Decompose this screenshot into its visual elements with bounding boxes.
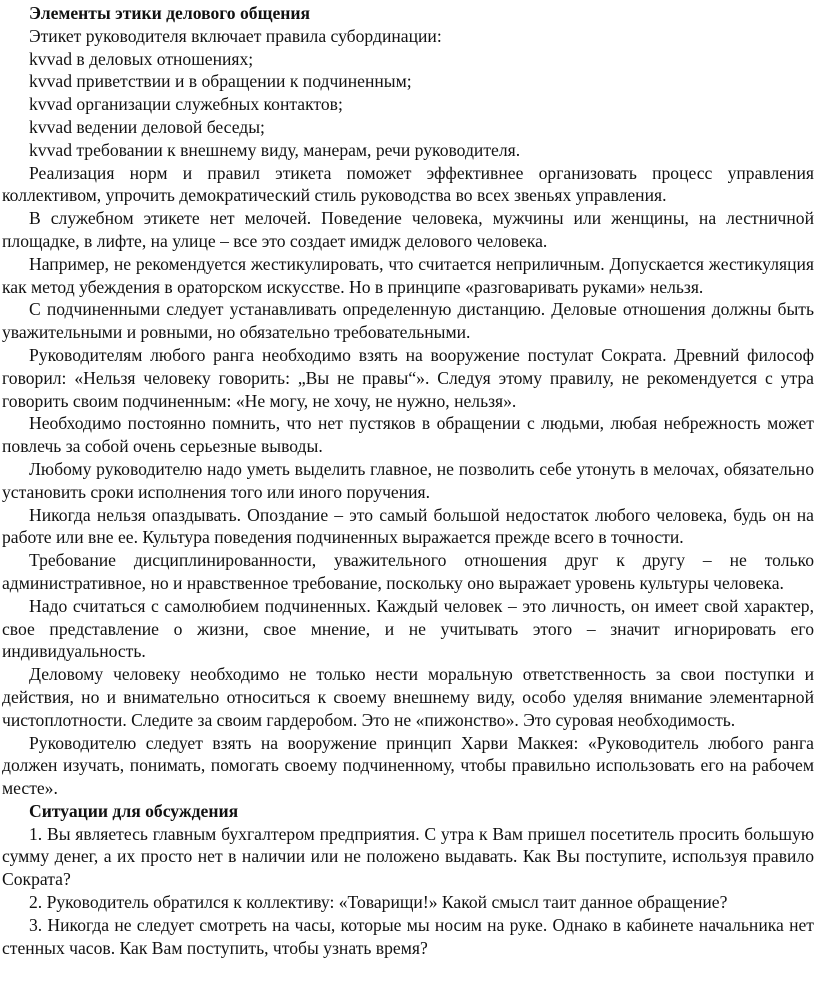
paragraph: Деловому человеку необходимо не только нести моральную ответственность за свои поступки и действия, но и внимательно относиться к своему внешнему виду, особо уделяя внимание элементарной чистоплотности. Следите за своим гардеробом. Это не «пижонство». Это суровая необходимость. (2, 664, 814, 730)
situation-item: 3. Никогда не следует смотреть на часы, которые мы носим на руке. Однако в кабинете начальника нет стенных часов. Как Вам поступить, чтобы узнать время? (2, 914, 814, 958)
paragraph: Руководителям любого ранга необходимо взять на вооружение постулат Сократа. Древний философ говорил: «Нельзя человеку говорить: „Вы не правы“». Следуя этому правилу, не рекомендуется с утра говорить своим подчиненным: «Не могу, не хочу, не нужно, нельзя». (2, 344, 814, 411)
paragraph: В служебном этикете нет мелочей. Поведение человека, мужчины или женщины, на лестничной площадке, в лифте, на улице – все это создает имидж делового человека. (2, 208, 814, 251)
paragraph: Никогда нельзя опаздывать. Опоздание – это самый большой недостаток любого человека, будь он на работе или вне ее. Культура поведения подчиненных выражается прежде всего в точности. (2, 504, 814, 548)
list-item: kvvad ведении деловой беседы; (29, 116, 265, 137)
list-item: kvvad в деловых отношениях; (29, 48, 254, 69)
paragraph: Надо считаться с самолюбием подчиненных. Каждый человек – это личность, он имеет свой характер, свое представление о жизни, свое мнение, и не учитывать этого – значит игнорировать его индивидуальность. (2, 595, 814, 662)
paragraph: Например, не рекомендуется жестикулировать, что считается неприличным. Допускается жестикуляция как метод убеждения в ораторском искусстве. Но в принципе «разговаривать руками» нельзя. (2, 253, 814, 297)
paragraph: Требование дисциплинированности, уважительного отношения друг к другу – не только административное, но и нравственное требование, поскольку оно выражает уровень культуры человека. (2, 550, 814, 593)
list-item: kvvad приветствии и в обращении к подчиненным; (29, 71, 412, 92)
paragraph: Руководителю следует взять на вооружение принцип Харви Маккея: «Руководитель любого ранга должен изучать, понимать, помогать своему подчиненному, чтобы правильно использовать его на рабочем месте». (2, 732, 814, 799)
paragraph: Любому руководителю надо уметь выделить главное, не позволить себе утонуть в мелочах, обязательно установить сроки исполнения того или иного поручения. (2, 458, 814, 502)
intro-text: Этикет руководителя включает правила субординации: (29, 25, 442, 46)
situations-heading: Ситуации для обсуждения (29, 800, 239, 821)
situation-item: 1. Вы являетесь главным бухгалтером предприятия. С утра к Вам пришел посетитель просить большую сумму денег, а их просто нет в наличии или не положено выдавать. Как Вы поступите, используя правило Сократа? (2, 823, 814, 890)
paragraph: Реализация норм и правил этикета поможет эффективнее организовать процесс управления коллективом, упрочить демократический стиль руководства во всех звеньях управления. (2, 162, 814, 206)
document-title: Элементы этики делового общения (29, 3, 311, 23)
list-item: kvvad требовании к внешнему виду, манерам, речи руководителя. (29, 139, 521, 160)
list-item: kvvad организации служебных контактов; (29, 94, 343, 115)
situation-item: 2. Руководитель обратился к коллективу: «Товарищи!» Какой смысл таит данное обращение? (29, 892, 728, 913)
paragraph: С подчиненными следует устанавливать определенную дистанцию. Деловые отношения должны быть уважительными и ровными, но обязательно требовательными. (2, 299, 814, 343)
paragraph: Необходимо постоянно помнить, что нет пустяков в обращении с людьми, любая небрежность может повлечь за собой очень серьезные выводы. (2, 413, 814, 457)
